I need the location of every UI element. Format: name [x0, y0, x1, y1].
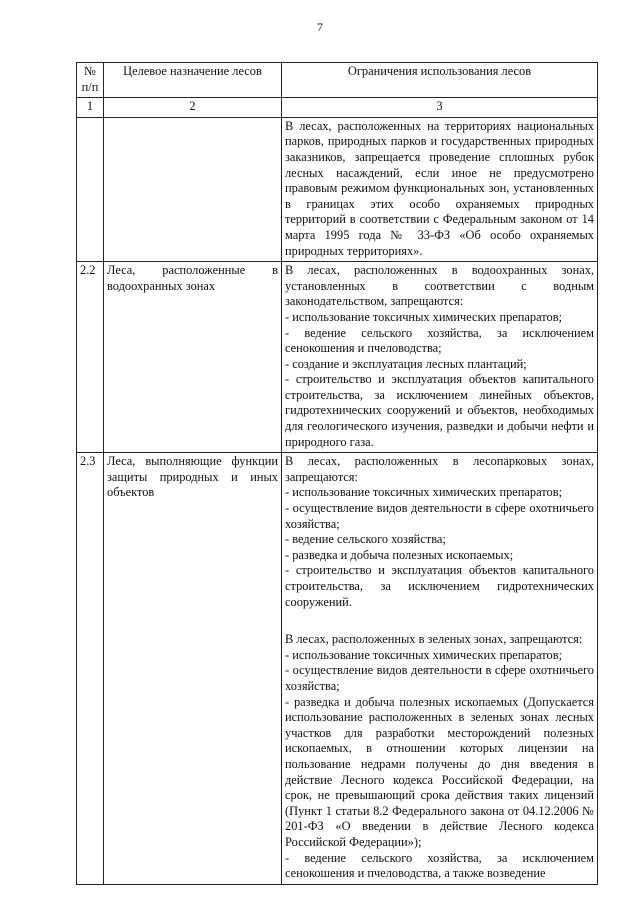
limit-item: - строительство и эксплуатация объектов капитального строительства, за исключением гидротехнических сооружений.	[285, 563, 594, 609]
column-index: 1	[77, 98, 104, 118]
table-row	[77, 117, 598, 261]
column-index: 3	[282, 98, 598, 118]
row-purpose	[104, 117, 282, 261]
limit-paragraph: В лесах, расположенных в лесопарковых зонах, запрещаются:	[285, 454, 594, 484]
table-row	[77, 262, 598, 453]
row-number	[77, 117, 104, 261]
header-number: № п/п	[77, 63, 104, 98]
row-number: 2.2	[77, 262, 104, 453]
paragraph-gap	[285, 610, 594, 632]
table-row	[77, 453, 598, 884]
limit-item: - ведение сельского хозяйства, за исключением сенокошения и пчеловодства, а также возведение	[285, 850, 594, 881]
limit-item: - ведение сельского хозяйства, за исключением сенокошения и пчеловодства;	[285, 325, 594, 356]
limit-item: - строительство и эксплуатация объектов капитального строительства, за исключением линейных объектов, гидротехнических сооружений и объектов, необходимых для геологического изучения, разведки и добычи нефти и природного газа.	[285, 372, 594, 449]
limit-item: - создание и эксплуатация лесных плантаций;	[285, 356, 527, 371]
limit-item: - ведение сельского хозяйства;	[285, 532, 446, 547]
table-header-row	[77, 63, 598, 98]
row-limits	[282, 117, 598, 261]
row-number: 2.3	[77, 453, 104, 884]
forest-restrictions-table	[76, 62, 598, 885]
limit-item: - разведка и добыча полезных ископаемых;	[285, 547, 514, 562]
limit-item: - использование токсичных химических препаратов;	[285, 309, 563, 324]
limit-paragraph: В лесах, расположенных на территориях национальных парков, природных парков и государственных природных заказников, запрещается проведение сплошных рубок лесных насаждений, если иное не предусмотрено правовым режимом функциональных зон, установленных в границах этих особо охраняемых природных территорий в соответствии с Федеральным законом от 14 марта 1995 года № 33-ФЗ «Об особо охраняемых природных территориях».	[285, 118, 594, 258]
row-purpose: Леса, выполняющие функции защиты природных и иных объектов	[104, 453, 282, 884]
row-purpose: Леса, расположенные в водоохранных зонах	[104, 262, 282, 453]
limit-item: - использование токсичных химических препаратов;	[285, 485, 563, 500]
limit-item: - использование токсичных химических препаратов;	[285, 647, 563, 662]
column-index-row	[77, 98, 598, 118]
limit-paragraph: В лесах, расположенных в водоохранных зонах, установленных в соответствии с водным законодательством, запрещаются:	[285, 263, 594, 309]
limit-item: - разведка и добыча полезных ископаемых (Допускается использование расположенных в зеленых зонах лесных участков для разработки месторождений полезных ископаемых, в отношении которых лицензии на пользование недрами получены до дня введения в действие Лесного кодекса Российской Федерации, на срок, не превышающий срока действия таких лицензий (Пункт 1 статьи 8.2 Федерального закона от 04.12.2006 № 201-ФЗ «О введении в действие Лесного кодекса Российской Федерации»);	[285, 694, 594, 849]
limit-paragraph: В лесах, расположенных в зеленых зонах, запрещаются:	[285, 632, 583, 647]
header-limits: Ограничения использования лесов	[282, 63, 598, 98]
limit-item: - осуществление видов деятельности в сфере охотничьего хозяйства;	[285, 663, 594, 693]
page-number: 7	[317, 20, 323, 34]
header-purpose: Целевое назначение лесов	[104, 63, 282, 98]
limit-item: - осуществление видов деятельности в сфере охотничьего хозяйства;	[285, 501, 594, 531]
row-limits	[282, 262, 598, 453]
column-index: 2	[104, 98, 282, 118]
row-limits	[282, 453, 598, 884]
